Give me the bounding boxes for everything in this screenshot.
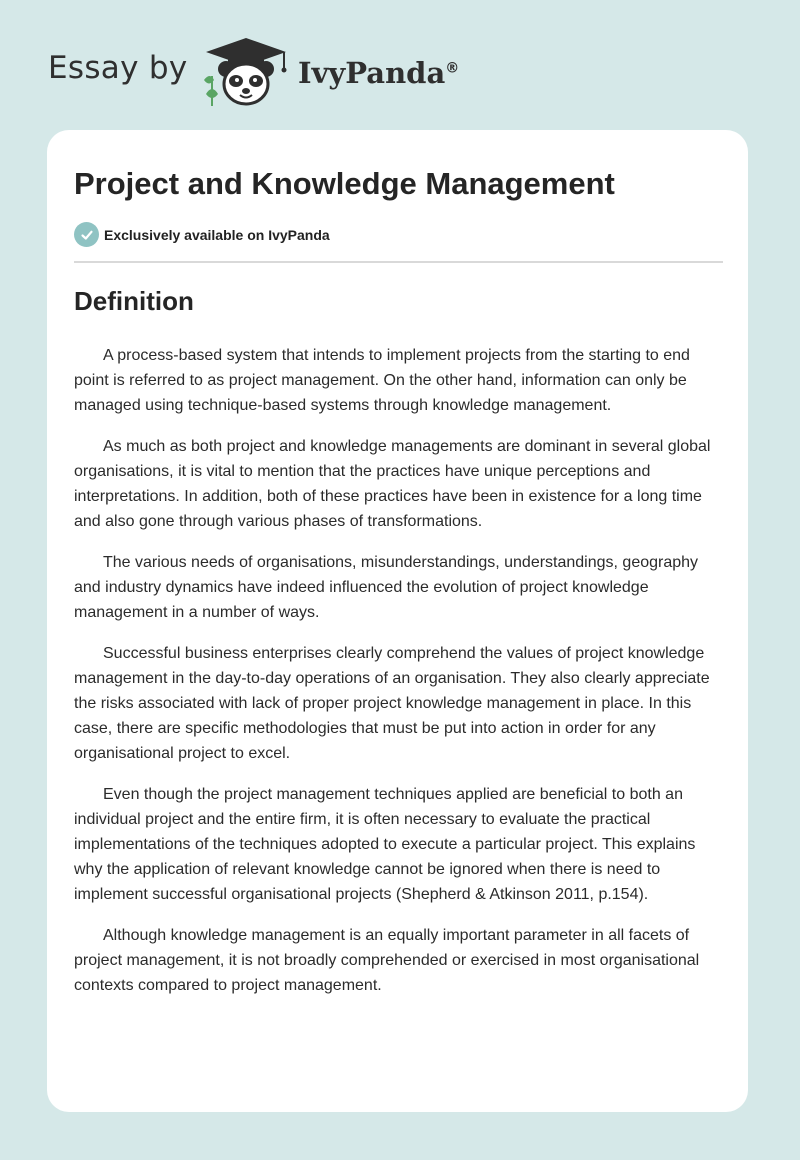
brand-name[interactable]: IvyPanda®: [298, 56, 460, 90]
registered-mark: ®: [445, 60, 460, 77]
panda-graduate-logo-icon[interactable]: [200, 36, 292, 108]
paragraph: Even though the project management techniques applied are beneficial to both an individual project and the entire firm, it is often necessary to evaluate the practical implementations of the techniques adopted to execute a particular project. This explains why the application of relevant knowledge cannot be ignored when there is need to implement successful organisational projects (Shepherd & Atkinson 2011, p.154).: [74, 786, 696, 903]
article-card: [47, 130, 748, 1112]
paragraph: As much as both project and knowledge managements are dominant in several global organisations, it is vital to mention that the practices have unique perceptions and interpretations. In addition, both of these practices have been in existence for a long time and also gone through various phases of transformations.: [74, 438, 711, 530]
section-heading: Definition: [74, 286, 194, 316]
paragraph: Successful business enterprises clearly comprehend the values of project knowledge management in the day-to-day operations of an organisation. They also clearly appreciate the risks associated with lack of proper project knowledge management in place. In this case, there are specific methodologies that must be put into action in order for any organisational project to excel.: [74, 645, 710, 762]
essay-by-label: Essay by: [48, 50, 188, 86]
divider: [74, 261, 723, 263]
paragraph: Although knowledge management is an equally important parameter in all facets of project management, it is not broadly comprehended or exercised in most organisational contexts compared to project management.: [74, 927, 700, 994]
page-title: Project and Knowledge Management: [74, 166, 615, 201]
exclusive-badge-label: Exclusively available on IvyPanda: [104, 226, 330, 243]
exclusive-badge: [74, 222, 330, 247]
check-circle-icon: [74, 222, 99, 247]
site-header: [48, 36, 468, 108]
article-body: [74, 343, 723, 1014]
paragraph: A process-based system that intends to implement projects from the starting to end point is referred to as project management. On the other hand, information can only be managed using technique-based systems through knowledge management.: [74, 347, 690, 414]
paragraph: The various needs of organisations, misunderstandings, understandings, geography and industry dynamics have indeed influenced the evolution of project knowledge management in a number of ways.: [74, 554, 699, 621]
